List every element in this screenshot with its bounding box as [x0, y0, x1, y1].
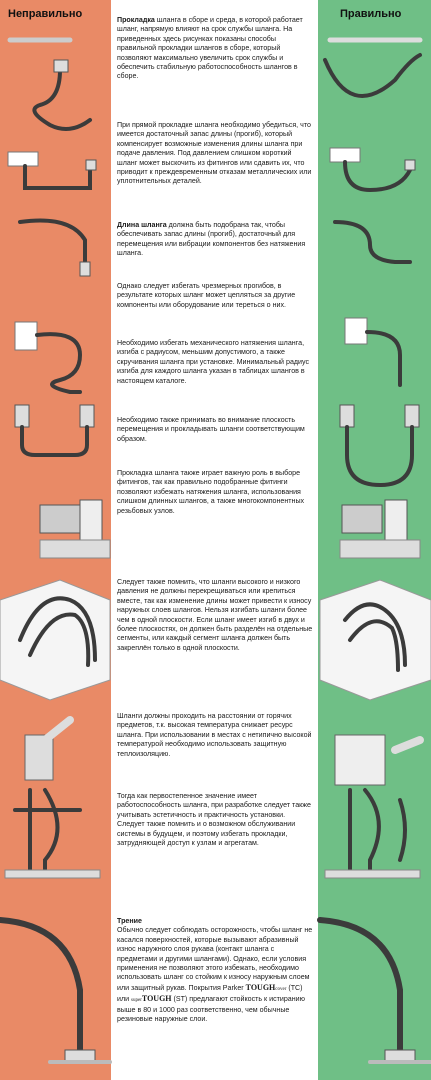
paragraph-routing: Прокладка шланга в сборе и среда, в которой работает шланг, напрямую влияют на срок службы шланга. На приведенных здесь рисунках показаны способы правильной прокладки шлангов в сборе, который позволяют максимально увеличить срок службы и обеспечить стабильную работоспособность шлангов в сборе.	[117, 16, 303, 81]
right-illustration-10	[320, 920, 431, 1062]
wrong-illustration-6	[40, 500, 110, 558]
right-illustration-8	[335, 735, 420, 785]
right-illustration-4	[345, 318, 400, 385]
wrong-header: Неправильно	[8, 8, 83, 20]
paragraph-aesthetics: Тогда как первостепенное значение имеет работоспособность шланга, при разработке следует также учитывать эстетичность и практичность установки. Следует также помнить и о возможном обслуживании системы в будущем, и поэтому избегать прокладки, затрудняющей доступ к узлам и агрегатам.	[117, 792, 311, 848]
tough-brand: TOUGH	[245, 982, 276, 992]
paragraph-straight-routing: При прямой прокладке шланга необходимо убедиться, что имеется достаточный запас длины (прогиб), который компенсирует возможные изменения длины шланга при подаче давления. Под давлением слишком короткий шланг может выскочить из фитингов или сдавить их, что приводит к преждевременным отказам металлических или уплотнительных деталей.	[117, 121, 312, 186]
right-illustration-5	[340, 405, 419, 485]
wrong-illustration-3	[20, 220, 90, 276]
paragraph-tension: Необходимо избегать механического натяжения шланга, изгиба с радиусом, меньшим допустимого, а также скручивания шланга при установке. Минимальный радиус изгиба для каждого шланга указан в таблицах шлангов в настоящем каталоге.	[117, 339, 310, 385]
wrong-illustration-4	[15, 322, 80, 392]
right-illustration-6	[340, 500, 420, 558]
paragraph-heat: Шланги должны проходить на расстоянии от горячих предметов, т.к. высокая температура снижает ресурс шланга. При использовании в местах с нетипично высокой температурой необходимо использовать защитную теплоизоляцию.	[117, 712, 312, 758]
paragraph-fittings: Прокладка шланга также играет важную роль в выборе фитингов, так как правильно подобранные фитинги позволяют избежать натяжения шланга, использования слишком длинных шлангов, а также многокомпонентных резьбовых узлов.	[117, 469, 305, 515]
right-illustration-3	[335, 222, 410, 262]
paragraph-crossing: Следует также помнить, что шланги высокого и низкого давления не должны перекрещиваться или крепиться вместе, так как изменение длины может привести к износу наружных слоев шлангов. Нельзя изгибать шланги более чем в одной плоскости. Если шланг имеет изгиб в двух и более плоскостях, он должен быть разделён на отдельные сегменты, или каждый сегмент шланга должен быть закреплён только в одной плоскости.	[117, 578, 313, 652]
friction-title: Трение	[117, 917, 142, 925]
right-header: Правильно	[340, 8, 402, 20]
right-illustration-9	[325, 790, 420, 878]
paragraph-plane-of-motion: Необходимо также принимать во внимание плоскость перемещения и прокладывать шланги соответствующим образом.	[117, 416, 305, 443]
wrong-illustration-5	[15, 405, 94, 455]
wrong-illustration-8	[25, 720, 70, 780]
supertough-brand: TOUGH	[141, 994, 172, 1004]
right-illustration-1	[325, 40, 420, 96]
wrong-illustration-2	[8, 152, 96, 188]
paragraph-excess-slack: Однако следует избегать чрезмерных прогибов, в результате которых шланг может цепляться за другие компоненты или оборудование или тереться о них.	[117, 282, 296, 309]
wrong-illustration-10	[0, 920, 110, 1062]
wrong-illustration-7	[0, 580, 110, 700]
right-illustration-2	[330, 148, 415, 190]
wrong-illustration-1	[10, 40, 90, 129]
paragraph-friction: Трение Обычно следует соблюдать осторожность, чтобы шланг не касался поверхностей, которые вызывают абразивный износ наружного слоя рукава (контакт шланга с предметами и другими шлангами). Однако, если условия применения не позволяют этого избежать, необходимо использовать шланг со стойким к износу наружным слоем или защитный рукав. Покрытия Parker TOUGHcover (TC) или superTOUGH (ST) предлагают стойкость к истиранию выше в 80 и 1000 раз соответственно, чем обычные резиновые наружные слои.	[117, 917, 313, 1024]
right-illustration-7	[320, 580, 431, 700]
wrong-illustration-9	[5, 790, 100, 878]
paragraph-hose-length: Длина шланга должна быть подобрана так, чтобы обеспечивать запас длины (прогиб), достаточный для перемещения или вибрации компонентов без натяжения шланга.	[117, 221, 306, 258]
